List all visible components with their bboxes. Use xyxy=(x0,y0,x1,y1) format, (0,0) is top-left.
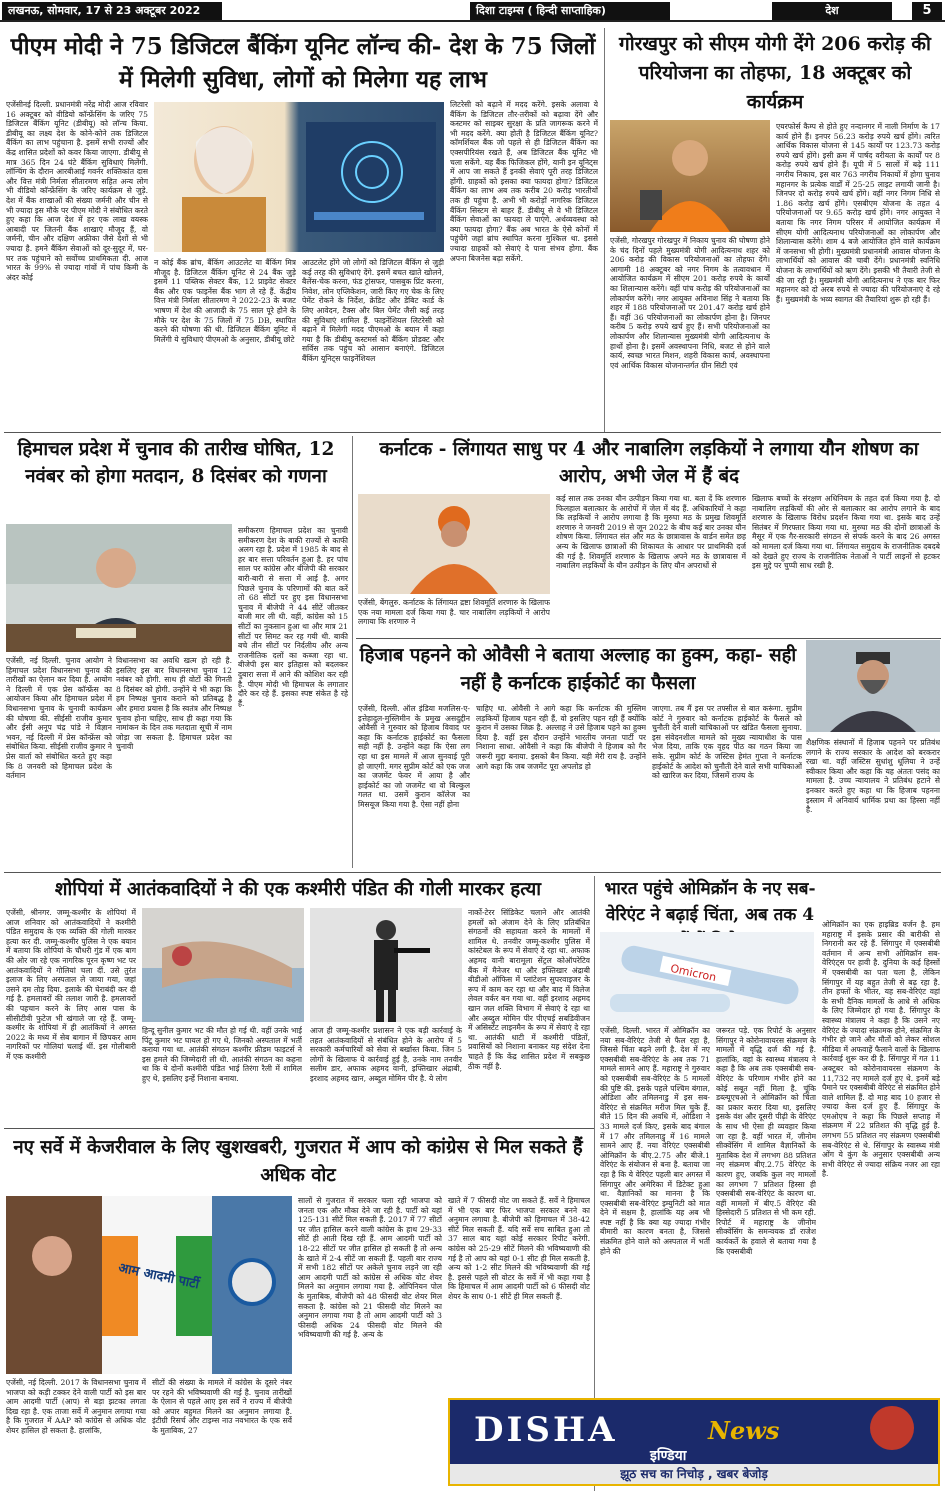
column-divider xyxy=(352,436,353,868)
ad-brand-news: News xyxy=(708,1416,780,1445)
headline-himachal: हिमाचल प्रदेश में चुनाव की तारीख घोषित, 12 नवंबर को होगा मतदान, 8 दिसंबर को गणना xyxy=(17,439,335,487)
article-shopian-col4: नार्को-टेरर सिंडिकेट चलाने और आतंकी हमलों को अंजाम देने के लिए प्रतिबंधित संगठनों की सहायता करने के मामलों में शामिल थे. तनवीर जम्मू-कश्मीर पुलिस में कांस्टेबल के रूप में सेवाएं दे रहा था. अफाक अहमद वानी बारामूला सेंट्रल कोऑपरेटिव बैंक में मैनेजर था और इफ्तिखार अंद्राबी बीडीओ ऑफिस में प्लांटेशन सुपरवाइजर के रूप में काम कर रहा था और बाद में विलेज लेवल वर्कर बन गया था. वहीं इरशाद अहमद खान जल शक्ति विभाग में सेवाएं दे रहा था और अब्दुल मोमिन पीर पीएचई सबडिवीजन में असिस्टेंट लाइनमैन के रूप में सेवाएं दे रहा था. आतंकी धाटी में कश्मीरी पंडितों, प्रवासियों को निशाना बनाकर यह संदेश देना चाहते हैं कि केंद्र शासित प्रदेश में सबकुछ ठीक नहीं है. xyxy=(468,908,590,1071)
headline-gorakhpur: गोरखपुर को सीएम योगी देंगे 206 करोड़ की परियोजना का तोहफा, 18 अक्टूबर को कार्यक्रम xyxy=(619,33,931,113)
aap-banner-text: आम आदमी पार्टी xyxy=(116,1260,201,1293)
article-gujarat-col3: सालों से गुजरात में सरकार चला रही भाजपा को जनता एक और मौका देने जा रही है. पार्टी को यहां 125-131 सीटें मिल सकती हैं. 2017 में 77 सीटों पर जीत हासिल करने वाली कांग्रेस के हाथ 29-33 सीटें ही आती दिख रही हैं. आम आदमी पार्टी को 18-22 सीटों पर जीत हासिल हो सकती है तो अन्य के खाते में 2-4 सीटें जा सकती हैं. पहली बार राज्य में सभी 182 सीटों पर अकेले चुनाव लड़ने जा रही आम आदमी पार्टी को कांग्रेस से अधिक वोट शेयर मिलने का अनुमान लगाया गया है. ओपिनियन पोल के मुताबिक, बीजेपी को 48 फीसदी वोट शेयर मिल सकता है. कांग्रेस को 21 फीसदी वोट मिलने का अनुमान लगाया गया है तो आम आदमी पार्टी को 3 फीसदी अधिक 24 फीसदी वोट मिलने की भविष्यवाणी की गई है. अन्य के xyxy=(298,1196,442,1340)
article-dbu-col2: न कोई बैंक ब्रांच, बैंकिंग आउटलेट या बैंकिंग मित्र मौजूद है. डिजिटल बैंकिंग यूनिट से 24 बैंक जुड़े इसमें 11 पब्लिक सेक्टर बैंक, 12 प्राइवेट सेक्टर बैंक और एक फाइनेंस बैंक भाग ले रहे हैं. केंद्रीय वित्त मंत्री निर्मला सीतारमण ने 2022-23 के बजट भाषण में देश की आजादी के 75 साल पूरे होने के मौके पर देश के 75 जिलों में 75 DB, स्थापित करने की घोषणा की थी. डिजिटल बैंकिंग यूनिट में मिलेंगी ये सुविधाएं पीएमओ के अनुसार, डीबीयू छोटे xyxy=(154,258,296,344)
section-divider xyxy=(4,1128,594,1129)
article-dbu-col4: लिटरेसी को बढ़ाने में मदद करेंगे. इसके अलावा ये बैंकिंग के डिजिटल तौर-तरीकों को बढ़ावा देंगे और कस्टमर को साइबर सुरक्षा के प्रति जागरूक करने में भी मदद करेंगे. क्या होती है डिजिटल बैंकिंग यूनिट? कॉमर्शियल बैंक जो पहले से ही डिजिटल बैंकिंग का एक्सपीरियंस रखते हैं, अब डिजिटल बैंक यूनिट भी चला सकेंगे. यह बैंक फिजिकल होंगे, यानी इन यूनिट्स में आप जा सकते हैं इनकी सेवाएं पूरी तरह डिजिटल होंगी. ग्राहकों को इसका क्या फायदा होगा? डिजिटल बैंकिंग का लाभ अब तक करीब 20 करोड़ भारतीयों तक ही पहुंचा है. अभी भी करोड़ों नागरिक डिजिटल बैंकिंग सिस्टम से बाहर हैं. डीबीयू से वे भी डिजिटल बैंकिंग सेवाओं का फायदा ले पाएंगे. अर्थव्यवस्था को क्या फायदा होगा? बैंक अब भारत के ऐसे कोनों में पहुंचेंगे जहां ब्रांच स्थापित करना मुश्किल था. इससे ज्यादा ग्राहकों को सेवाएं दे पाना संभव होगा. बैंक अपना बिजनेस बढ़ा सकेंगे. xyxy=(450,100,598,263)
disha-news-ad xyxy=(448,1398,940,1486)
photo-yogi xyxy=(610,120,770,232)
section-divider xyxy=(4,872,941,873)
article-omicron-col1: एजेंसी, दिल्ली. भारत में ओमिक्रॉन का नया सब-वेरिएंट तेजी से फैल रहा है, जिससे चिंता बढ़ने लगी है. देश में नए एक्सबीबी सब-वेरिएंट के अब तक 71 मामले सामने आए हैं. महाराष्ट्र ने गुरुवार को एक्सबीबी सब-वेरिएंट के 5 मामलों की पुष्टि की. इसके पहले पश्चिम बंगाल, ओडिशा और तमिलनाडु में इस सब-वेरिएंट से संक्रमित मरीज मिल चुके हैं. बीते 15 दिन की अवधि में, ओडिशा ने 33 मामले दर्ज किए, इसके बाद बंगाल में 17 और तमिलनाडु में 16 मामले सामने आए हैं. नया वेरिएंट एक्सबीबी ओमिक्रॉन के बीए.2.75 और बीजे.1 वेरिएंट के संयोजन से बना है. बताया जा रहा है कि ये वेरिएंट पहली बार अगस्त में सिंगापुर और अमेरिका में डिटेक्ट हुआ था. वैज्ञानिकों का मानना है कि एक्सबीबी सब-वेरिएंट इम्युनिटी को मात देने में सक्षम है, हालांकि यह अब भी स्पष्ट नहीं है कि क्या यह ज्यादा गंभीर बीमारी का कारण बनता है, जिससे संक्रमित होने वाले को अस्पताल में भर्ती होने की xyxy=(600,1026,710,1256)
article-lingayat-col2: खिलाफ बच्चों के संरक्षण अधिनियम के तहत दर्ज किया गया है. दो नाबालिग लड़कियों की ओर से बलात्कार का आरोप लगाने के बाद शरणारु के खिलाफ विरोध प्रदर्शन किया गया था. इसके बाद उन्हें सितंबर में गिरफ्तार किया गया था. मुरुघा मठ की दोनों छात्राओं के मैसूर में एक गैर-सरकारी संगठन से संपर्क करने के बाद 26 अगस्त को मामला दर्ज किया गया था. लिंगायत समुदाय के राजनीतिक दबदबे को देखते हुए राज्य के राजनीतिक नेताओं ने पार्टी लाइनों से हटकर इस मुद्दे पर चुप्पी साध रखी है. xyxy=(752,494,940,571)
headline-lingayat: कर्नाटक - लिंगायत साधु पर 4 और नाबालिग लड़कियों ने लगाया यौन शोषण का आरोप, अभी जेल में हैं बंद xyxy=(379,439,919,487)
article-hijab-col1: एजेंसी, दिल्ली. ऑल इंडिया मजलिस-ए-इत्तेहादुल-मुस्लिमीन के प्रमुख असदुद्दीन ओवैसी ने गुरुवार को हिजाब विवाद पर कहा कि कर्नाटक हाईकोर्ट का फैसला सही नहीं है. उन्होंने कहा कि ऐसा लग रहा था इस मामले में आज सुनवाई पूरी हो जाएगी. मगर सुप्रीम कोर्ट को एक जज का जजमेंट फेवर में आया है और हाईकोर्ट का जो जजमेंट था वो बिल्कुल गलत था. उसमें कुरान कॉलेज का मिसयूज किया गया है. ऐसा नहीं होना xyxy=(358,704,470,809)
photo-aap-rally xyxy=(6,1196,292,1374)
ad-tagline: झूठ सच का निचोड़ , खबर बेजोड़ xyxy=(450,1464,938,1484)
article-gujarat-col2: सीटों की संख्या के मामले में कांग्रेस के दूसरे नंबर पर रहने की भविष्यवाणी की गई है. चुनाव तारीखों के ऐलान से पहले आए इस सर्वे ने राज्य में बीजेपी को अपार बहुमत मिलने का अनुमान लगाया है. इंटीग्री रिसर्च और टाइम्स नाउ नवभारत के एक सर्वे के मुताबिक, 27 xyxy=(152,1378,292,1435)
headline-shopian: शोपियां में आतंकवादियों ने की एक कश्मीरी पंडित की गोली मारकर हत्या xyxy=(54,879,542,900)
photo-omicron-vials xyxy=(600,932,814,1024)
section-divider xyxy=(4,432,941,433)
article-gorakhpur-col1: एजेंसी, गोरखपुर गोरखपुर में निकाय चुनाव की घोषणा होने के चंद दिनों पहले मुख्यमंत्री योगी आदित्यनाथ शहर को 206 करोड़ की विकास परियोजनाओं का तोहफा देंगे। आगामी 18 अक्टूबर को नगर निगम के तत्वावधान में आयोजित कार्यक्रम में सीएम 201 करोड़ रुपये के कार्यों का शिलान्यास करेंगे। वहीं पांच करोड़ की परियोजनाओं का लोकार्पण करेंगे। नगर आयुक्त अविनाश सिंह ने बताया कि शहर में 188 परियोजनाओं पर 201.47 करोड़ खर्च होने हैं। वहीं 36 परियोजनाओं का लोकार्पण होना है। जिनपर करीब 5 करोड़ रुपये खर्च हुए हैं। सभी परियोजनाओं का लोकार्पण और शिलान्यास मुख्यमंत्री योगी आदित्यनाथ के हाथों होना है। इसमें अवस्थापना निधि, बजट से होने वाले कार्य, स्वच्छ भारत मिशन, शहरी विकास कार्य, अवस्थापना एवं आर्थिक विकास योजनान्तर्गत ग्रीन सिटी एवं xyxy=(610,236,770,370)
section-divider xyxy=(356,638,941,639)
article-shopian-col1: एजेंसी, श्रीनगर. जम्मू-कश्मीर के शोपियां में आज शनिवार को आतंकवादियों ने कश्मीरी पंडित समुदाय के एक व्यक्ति की गोली मारकर हत्या कर दी. जम्मू-कश्मीर पुलिस ने एक बयान में बताया कि शोपियां के चौधरी गुंड में एक बाग की ओर जा रहे एक नागरिक पूरन कृष्ण भट पर आतंकवादियों ने गोलियां चला दीं. उसे तुरंत इलाज के लिए अस्पताल ले जाया गया, जहां उसने दम तोड़ दिया. इलाके की घेराबंदी कर दी गई है. हमलावरों की तलाश जारी है. हमलावरों की पहचान करने के लिए आस पास के सीसीटीवी फुटेज भी खंगाले जा रहे हैं. जम्मू-कश्मीर के शोपियां में ही आतंकियों ने अगस्त 2022 के मध्य में सेब बागान में छिपकर आम नागरिकों पर गोलियां चलाई थीं. इस गोलीबारी में एक कश्मीरी xyxy=(6,908,136,1061)
article-himachal-col3: विधानसभा का अवधि खत्म हो रही है. इसलिए इस बार विधानसभा चुनाव 12 नवंबर को होगी. साथ ही वोटों की गिनती 8 दिसंबर को होगी. उन्होंने ये भी कहा कि हम निष्पक्ष चुनाव कराने को प्रतिबद्ध है और हमारा प्रयास है कि स्वतंत्र और निष्पक्ष चुनाव होना चाहिए, साथ ही कहा गया कि नामांकन के दिन तक मतदाता सूची में नाम जोड़ा जा सकता है. हिमाचल प्रदेश का चुनावी xyxy=(116,656,232,752)
article-dbu-col1: एजेंसीनई दिल्ली. प्रधानमंत्री नरेंद्र मोदी आज रविवार 16 अक्टूबर को वीडियो कॉन्फ्रेंसिंग के जरिए 75 डिजिटल बैंकिंग यूनिट (डीबीयू) को लॉन्च किया. डीबीयू का लक्ष्य देश के कोने-कोने तक डिजिटल बैंकिंग का लाभ पहुंचाना है. इसमें सभी राज्यों और केंद्र शासित प्रदेशों को कवर किया जाएगा. डीबीयू से मात्र 365 दिन 24 घंटे बैंकिंग सुविधाएं मिलेंगी. लॉन्चिंग के दौरान आरबीआई गवर्नर शक्तिकांत दास और वित्त मंत्री निर्मला सीतारमण सहित अन्य लोग भी वीडियो कॉन्फ्रेंसिंग के जरिए कार्यक्रम से जुड़े. देश में बैंक शाखाओं की संख्या जर्मनी और चीन से भी ज्यादा इस मौके पर पीएम मोदी ने संबोधित करते हुए कहा कि आज देश में हर एक लाख वयस्क आबादी पर जितनी बैंक शाखाएं मौजूद हैं, वो जर्मनी, चीन और दक्षिण अफ्रीका जैसे देशों से भी ज्यादा है. हमने बैंकिंग सेवाओं को दूर-सुदूर में, घर-घर तक पहुंचाने को सर्वोच्च प्राथमिकता दी. आज भारत के 99% से ज्यादा गांवों में पांच किमी के अंदर कोई xyxy=(6,100,148,282)
article-gorakhpur-col2: एयरफोर्स कैम्प से होते हुए नन्दानगर में नाली निर्माण के 17 कार्य होने हैं। इनपर 56.23 करोड़ रुपये खर्च होंगे। त्वरित आर्थिक विकास योजना से 145 कार्यों पर 123.73 करोड़ रुपये खर्च होंगे। इसी क्रम में पार्षद वरीयता के कार्यों पर 8 करोड़ रुपये खर्च होने हैं। यूपी में 5 सालों में बढ़े 111 नगरीय निकाय, इस बार 763 नगरीय निकायों में होगा चुनाव महानगर के प्रत्येक वार्डों में 25-25 लाइट लगायी जानी है। जिनपर दो करोड़ रुपये खर्च होंगे। वहीं नगर निगम निधि से 1.86 करोड़ खर्च होंगे। एसबीएम योजना के तहत 4 परियोजनाओं पर 9.65 करोड़ खर्च होंगे। नगर आयुक्त ने बताया कि नगर निगम परिसर में आयोजित कार्यक्रम में सीएम योगी आदित्यनाथ परियोजनाओं का लोकार्पण और शिलान्यास करेंगे। शाम 4 बजे आयोजित होने वाले कार्यक्रम में जनसभा भी होगी। मुख्यमंत्री प्रधानमंत्री आवास योजना के लाभार्थियों को आवास की चाबी देंगे। प्रधानमंत्री स्वनिधि योजना के लाभार्थियों को ऋण देंगे। इसकी भी तैयारी तेजी से की जा रही है। मुख्यमंत्री योगी आदित्यनाथ ने एक बार फिर महानगर को दो अरब रुपये से ज्यादा की परियोजनाएं दे रहे हैं। मुख्यमंत्री के भव्य स्वागत की तैयारियां शुरू हो रही हैं। xyxy=(776,122,940,304)
ad-brand-sub: इण्डिया xyxy=(650,1448,687,1464)
article-himachal-col1: समीकरण हिमाचल प्रदेश का चुनावी समीकरण देश के बाकी राज्यों से काफी अलग रहा है. प्रदेश में 1985 के बाद से हर बार सत्ता परिवर्तन हुआ है. हर पांच साल पर कांग्रेस और बीजेपी की सरकार बारी-बारी से सत्ता में आई है. अगर पिछले चुनाव के परिणामों की बात करें तो 68 सीटों पर हुए इस विधानसभा चुनाव में बीजेपी ने 44 सीटें जीतकर बाजी मार ली थी. वहीं, कांग्रेस को 15 सीटों का नुकसान हुआ था और मात्र 21 सीटों पर सिमट कर रह गयी थी. बाकी बचे तीन सीटों पर निर्दलीय और अन्य राजनीतिक दलों का कब्जा रहा था. बीजेपी इस बार इतिहास को बदलकर दुबारा सत्ता में आने की कोशिश कर रही है. पीएम मोदी भी हिमाचल के लगातार दौरे कर रहे हैं. इसका स्पष्ट संकेत है रहे हैं. xyxy=(238,526,348,708)
article-hijab-col2: चाहिए था. ओवैसी ने आगे कहा कि कर्नाटक की मुस्लिम लड़कियों हिजाब पहन रही हैं, वो इसलिए पहन रही हैं क्योंकि कुरान में उसका जिक्र है. अल्लाह ने उसे हिजाब पहने का हुक्म दिया है. वहीं इस दौरान उन्होंने भारतीय जनता पार्टी पर निशाना साधा. ओवैसी ने कहा कि बीजेपी ने हिजाब को गैर जरूरी मुद्दा बनाया. इसको बैन किया. यही मेरी राय है. उन्होंने आगे कहा कि जब जजमेंट पूरा अपलोड हो xyxy=(476,704,646,771)
article-himachal-col2: एजेंसी, नई दिल्ली. चुनाव आयोग ने हिमाचल प्रदेश विधानसभा चुनाव की तारीखों का ऐलान कर दिया है. आयोग ने दिल्ली में एक प्रेस कॉन्फ्रेंस का आयोजन किया और हिमाचल प्रदेश में विधानसभा चुनाव के चुनावी कार्यक्रम की घोषणा की. सीईसी राजीव कुमार और ईसी अनूप चंद्र पांडे ने विज्ञान भवन, नई दिल्ली में प्रेस कॉन्फ्रेंस को संबोधित किया. सीईसी राजीव कुमार ने प्रेस वार्ता को संबोधित करते हुए कहा कि 8 जनवरी को हिमाचल प्रदेश के वर्तमान xyxy=(6,656,112,781)
svg-text:Omicron: Omicron xyxy=(669,961,718,985)
headline-gujarat: नए सर्वे में केजरीवाल के लिए खुशखबरी, गुजरात में आप को कांग्रेस से मिल सकते हैं अधिक वोट xyxy=(13,1137,583,1186)
article-hijab-col3: जाएगा. तब मैं इस पर तफ्सील से बात करूंगा. सुप्रीम कोर्ट ने गुरुवार को कर्नाटक हाईकोर्ट के फैसले को चुनौती देने वाली याचिकाओं पर खंडित फैसला सुनाया. इस संवेदनशील मामले को मुख्य न्यायाधीश के पास भेज दिया, ताकि एक वृहद पीठ का गठन किया जा सके. सुप्रीम कोर्ट के जस्टिस हेमंत गुप्ता ने कर्नाटक हाईकोर्ट के आदेश को चुनौती देने वाले सभी याचिकाओं को खारिज कर दिया, जिसमें राज्य के xyxy=(652,704,802,781)
article-gujarat-col4: खाते में 7 फीसदी वोट जा सकते हैं. सर्वे ने हिमाचल में भी एक बार फिर भाजपा सरकार बनने का अनुमान लगाया है. बीजेपी को हिमाचल में 38-42 सीटें मिल सकती हैं. यदि सर्वे सच साबित हुआ तो 37 साल बाद यहां कोई सरकार रिपीट करेगी. कांग्रेस को 25-29 सीटें मिलने की भविष्यवाणी की गई है तो आप को यहां 0-1 सीट ही मिल सकती है. अन्य को 1-2 सीट मिलने की भविष्यवाणी की गई है. इससे पहले सी वोटर के सर्वे में भी कहा गया है कि हिमाचल में आम आदमी पार्टी को 6 फीसदी वोट शेयर के साथ 0-1 सीटें ही मिल सकती हैं. xyxy=(448,1196,590,1301)
article-lingayat-col1: कई साल तक उनका यौन उत्पीड़न किया गया था. बता दें कि शरणारु फिलहाल बलात्कार के आरोपों में जेल में बंद हैं. अधिकारियों ने कहा कि लड़कियों ने आरोप लगाया है कि मुरुघा मठ के प्रमुख शिवमूर्ति शरणारु ने जनवरी 2019 से जून 2022 के बीच कई बार उनका यौन शोषण किया. लिंगायत संत और मठ के छात्रावास के वार्डन समेत छह अन्य के खिलाफ छात्राओं की शिकायत के आधार पर प्राथमिकी दर्ज की गई है. शिवमूर्ति शरणारु के खिलाफ अपने मठ के छात्रावास में नाबालिग लड़कियों के यौन उत्पीड़न के लिए यौन अपराधों से xyxy=(556,494,746,571)
article-omicron-col2: जरूरत पड़े. एक रिपोर्ट के अनुसार सिंगापुर ने कोरोनावायरस संक्रमण के मामलों में वृद्धि दर्ज की गई है. हालांकि, वहां के स्वास्थ्य मंत्रालय ने कहा है कि अब तक एक्सबीबी सब-वेरिएंट के परिणाम गंभीर होने का कोई सबूत नहीं मिला है. चूंकि डब्ल्यूएचओ ने ओमिक्रॉन को चिंता का प्रकार करार दिया था, इसलिए इसके वंश और दूसरी पीढ़ी के वेरिएंट के साथ भी ऐसा ही व्यवहार किया जा रहा है. वहीं भारत में, जीनोम सीक्वेंसिंग में शामिल वैज्ञानिकों के मुताबिक देश में लगभग 88 प्रतिशत नए संक्रमण बीए.2.75 वेरिएंट के कारण हुए, जबकि कुल नए मामलों का लगभग 7 प्रतिशत हिस्सा ही एक्सबीबी सब-वेरिएंट के कारण था. वहीं मामलों में बीए.5 वेरिएंट की हिस्सेदारी 5 प्रतिशत से भी कम रही. रिपोर्ट में महाराष्ट्र के जीनोम सीक्वेंसिंग के समन्वयक डॉ राजेश कार्यकर्ते के हवाले से बताया गया है कि एक्सबीबी xyxy=(716,1026,816,1256)
ad-brand: DISHA xyxy=(474,1410,618,1450)
article-omicron-col3: ओमिक्रॉन का एक हाइब्रिड वर्जन है. हम महाराष्ट्र में इसके प्रसार की बारीकी से निगरानी कर रहे हैं. सिंगापुर में एक्सबीबी वर्तमान में अन्य सभी ओमिक्रॉन सब-वेरिएंट्स पर हावी है. दुनिया के कई हिस्सों में एक्सबीबी का पता चला है, लेकिन सिंगापुर में यह बहुत तेजी से बढ़ रहा है. तीन हफ्तों के भीतर, यह सब-वेरिएंट वहां के सभी दैनिक मामलों के आधे से अधिक के लिए जिम्मेदार हो गया है. सिंगापुर के स्वास्थ्य मंत्रालय ने कहा है कि उसने नए वेरिएंट के ज्यादा संक्रामक होने, संक्रमित के गंभीर हो जाने और मौतों को लेकर सोशल मीडिया में अफवाहें फैलाने वालों के खिलाफ कार्रवाई शुरू कर दी है. सिंगापुर में गत 11 अक्टूबर को कोरोनावायरस संक्रमण के 11,732 नए मामले दर्ज हुए थे. इनमें बड़े पैमाने पर एक्सबीबी वेरिएंट से संक्रमित होने वाले शामिल हैं. दो माह बाद 10 हजार से ज्यादा केस दर्ज हुए हैं. सिंगापुर के एमओएच ने कहा कि पिछले सप्ताह में संक्रमण में 22 प्रतिशत की वृद्धि हुई है. लगभग 55 प्रतिशत नए संक्रमण एक्सबीबी सब-वेरिएंट से थे. सिंगापुर के स्वास्थ्य मंत्री ओंग ये कुंग के अनुसार एक्सबीबी अन्य सभी वेरिएंट से ज्यादा संक्रिय नजर आ रहा है. xyxy=(822,920,940,1179)
photo-shivamurthy xyxy=(358,494,550,594)
headline-omicron: भारत पहुंचे ओमिक्रॉन के नए सब-वेरिएंट ने बढ़ाई चिंता, अब तक 4 xyxy=(604,879,816,925)
column-divider xyxy=(604,28,605,432)
headline-dbu: पीएम मोदी ने 75 डिजिटल बैंकिंग यूनिट लॉन्च की- देश के 75 जिलों में मिलेगी सुविधा, लोगों को मिलेगा यह लाभ xyxy=(10,33,596,93)
photo-soldier xyxy=(310,908,462,1022)
section-name: देश xyxy=(772,2,892,20)
photo-hospital xyxy=(142,908,304,1022)
dateline: लखनऊ, सोमवार, 17 से 23 अक्टूबर 2022 xyxy=(2,2,222,20)
microphone-icon xyxy=(870,1406,914,1450)
headline-hijab: हिजाब पहनने को ओवैसी ने बताया अल्लाह का हुक्म, कहा- सही नहीं है कर्नाटक हाईकोर्ट का फैसला xyxy=(359,645,797,694)
photo-owaisi xyxy=(806,640,940,732)
article-dbu-col3: आउटलेट होंगे जो लोगों को डिजिटल बैंकिंग से जुड़ी कई तरह की सुविधाएं देंगे. इसमें बचत खाते खोलने, बैलेंस-चेक करना, फंड ट्रांसफर, पासबुक प्रिंट करना, निवेश, लोन एप्लिकेशन, जारी किए गए चेक के लिए पेमेंट रोकने के निर्देश, क्रेडिट और डेबिट कार्ड के लिए आवेदन, टैक्स और बिल पेमेंट जैसी कई तरह की सुविधाएं शामिल हैं. फाइनेंशियल लिटरेसी को बढ़ाने में मिलेगी मदद पीएमओ के बयान में कहा गया है कि डीबीयू कस्टमर्स को बैंकिंग प्रोडक्ट और सर्विस तक पहुंच को आसान बनाएंगे. डिजिटल बैंकिंग यूनिट्स फाइनेंशियल xyxy=(302,258,444,363)
article-hijab-col4: शैक्षणिक संस्थानों में हिजाब पहनने पर प्रतिबंध लगाने के राज्य सरकार के आदेश को बरकरार रखा था. वहीं जस्टिस सुधांशु धूलिया ने उन्हें स्वीकार किया और कहा कि यह अंततः पसंद का मामला है. उच्च न्यायालय ने प्रतिबंध हटाने से इनकार करते हुए कहा था कि हिजाब पहनना इस्लाम में अनिवार्य धार्मिक प्रथा का हिस्सा नहीं है. xyxy=(806,738,940,815)
masthead xyxy=(0,0,945,22)
photo-rajiv-kumar xyxy=(6,524,232,652)
paper-name: दिशा टाइम्स ( हिन्दी साप्ताहिक) xyxy=(470,2,670,20)
article-gujarat-col1: एजेंसी, नई दिल्ली. 2017 के विधानसभा चुनाव में भाजपा को कड़ी टक्कर देने वाली पार्टी को इस बार आम आदमी पार्टी (आप) से बड़ा झटका लगता दिख रहा है. एक ताजा सर्वे में अनुमान लगाया गया है कि गुजरात में AAP को कांग्रेस से अधिक वोट शेयर हासिल हो सकता है. हालांकि, xyxy=(6,1378,146,1435)
caption-lingayat: एजेंसी, बेंगलुरु. कर्नाटक के लिंगायत द्रष्टा शिवमूर्ति शरणारु के खिलाफ एक नया मामला दर्ज किया गया है. चार नाबालिग लड़कियों ने आरोप लगाया कि शरणारु ने xyxy=(358,598,550,627)
photo-modi-dbu xyxy=(154,102,444,252)
article-shopian-col3: आज ही जम्मू-कश्मीर प्रशासन ने एक बड़ी कार्रवाई के तहत आतंकवादियों से संबंधित होने के आरोप में 5 सरकारी कर्मचारियों को सेवा से बर्खास्त किया. जिन 5 लोगों के खिलाफ ये कार्रवाई हुई है, उनके नाम तनवीर सलीम डार, अफाक अहमद वानी, इफ्तिखार अंद्राबी, इरशाद अहमद खान, अब्दुल मोमिन पीर है. ये लोग xyxy=(310,1026,462,1083)
article-shopian-col2: हिन्दू सुनील कुमार भट की मौत हो गई थी. वहीं उनके भाई पिंटू कुमार भट घायल हो गए थे, जिनको अस्पताल में भर्ती कराया गया था. आतंकी संगठन कश्मीर फ्रीडम फाइटर्स ने इस हमले की जिम्मेदारी ली थी. आतंकी संगठन का कहना था कि ये दोनों कश्मीरी पंडित भाई तिरंगा रैली में शामिल हुए थे, इसलिए इन्हें निशाना बनाया. xyxy=(142,1026,302,1083)
page-number: 5 xyxy=(912,2,942,20)
